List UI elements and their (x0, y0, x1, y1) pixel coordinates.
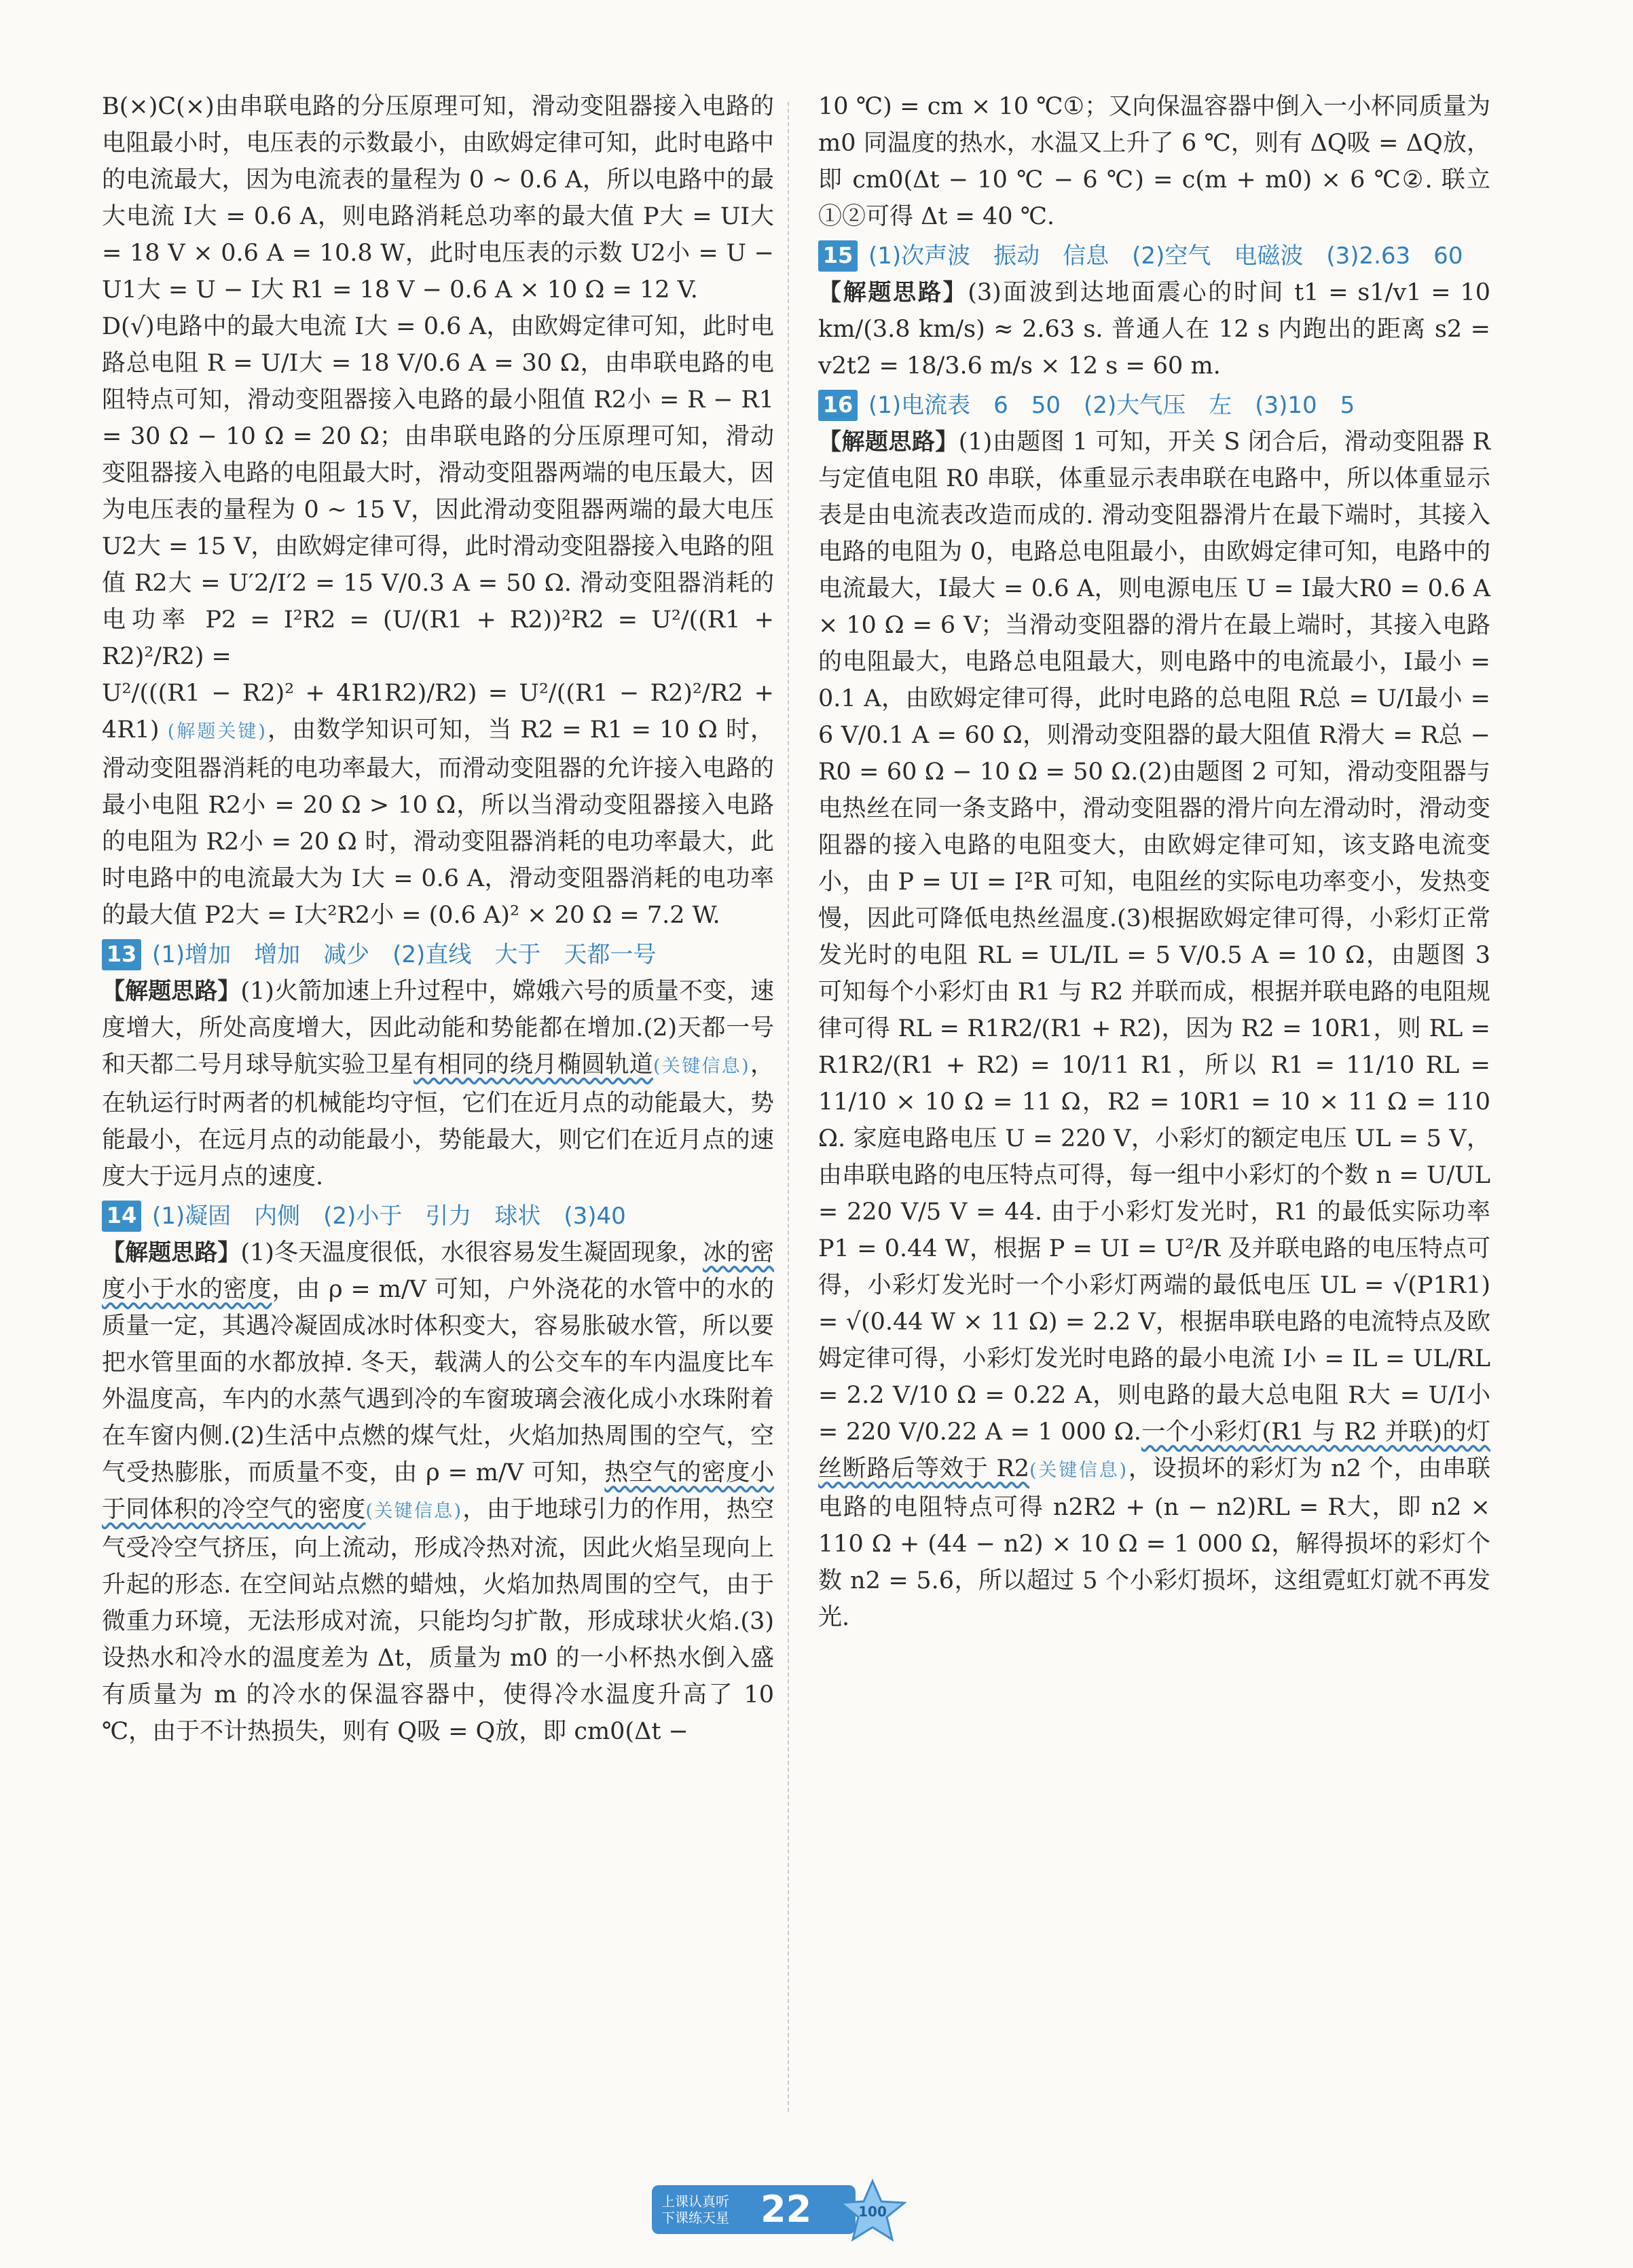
key-info-tag: (关键信息) (1029, 1460, 1129, 1481)
q14-continuation: 10 ℃) = cm × 10 ℃①；又向保温容器中倒入一小杯同质量为 m0 同温度的热水，水温又上升了 6 ℃，则有 ΔQ吸 = ΔQ放，即 cm0(Δt − 10 ℃ − 6 ℃) = c(m + m0) × 6 ℃②. 联立①②可得 Δt = 40 ℃. (818, 93, 1490, 230)
column-divider (788, 102, 789, 2112)
question-number-16: 16 (818, 390, 858, 421)
power-formula: U²/(((R1 − R2)² + 4R1R2)/R2) = U²/((R1 − R2)²/R2 + 4R1) (102, 680, 774, 744)
key-info-underline: 冰的密度小于水的密度 (102, 1239, 774, 1303)
key-tag: (解题关键) (167, 721, 267, 742)
solution-label: 【解题思路】 (102, 978, 241, 1005)
q16-answer (818, 387, 1490, 424)
solution-label: 【解题思路】 (818, 279, 968, 306)
q14-text-2: ，由 ρ = m/V 可知，户外浇花的水管中的水的质量一定，其遇冷凝固成冰时体积变大，容易胀破水管，所以要把水管里面的水都放掉. 冬天，载满人的公交车的车内温度比车外温度高，车内的水蒸气遇到冷的车窗玻璃会液化成小水珠附着在车窗内侧.(2)生活中点燃的煤气灶，火焰加热周围的空气，空气受热膨胀，而质量不变，由 ρ = m/V 可知， (102, 1276, 774, 1486)
footer-badge (652, 2185, 856, 2234)
slogan-line-1: 上课认真听 (661, 2193, 729, 2210)
right-column (818, 88, 1490, 1636)
q13-answer (102, 936, 774, 973)
q13-explanation (102, 973, 774, 1195)
page-number: 22 (760, 2188, 812, 2231)
footer-slogan (661, 2193, 756, 2226)
q13-text-2: ，在轨运行时两者的机械能均守恒，它们在近月点的动能最大，势能最小，在远月点的动能最小，势能最大，则它们在近月点的速度大于远月点的速度. (102, 1051, 774, 1190)
q12-option-bc: B(×)C(×)由串联电路的分压原理可知，滑动变阻器接入电路的电阻最小时，电压表的示数最小，由欧姆定律可知，此时电路中的电流最大，因为电流表的量程为 0 ~ 0.6 A，所以电路中的最大电流 I大 = 0.6 A，则电路消耗总功率的最大值 P大 = UI大 = 18 V × 0.6 A = 10.8 W，此时电压表的示数 U2小 = U − U1大 = U − I大 R1 = 18 V − 0.6 A × 10 Ω = 12 V. (102, 93, 774, 304)
q12-option-d: D(√)电路中的最大电流 I大 = 0.6 A，由欧姆定律可知，此时电路总电阻 R = U/I大 = 18 V/0.6 A = 30 Ω，由串联电路的电阻特点可知，滑动变阻器接入电路的最小阻值 R2小 = R − R1 = 30 Ω − 10 Ω = 20 Ω；由串联电路的分压原理可知，滑动变阻器接入电路的电阻最大时，滑动变阻器两端的电压最大，因为电压表的量程为 0 ~ 15 V，因此滑动变阻器两端的最大电压 U2大 = 15 V，由欧姆定律可得，此时滑动变阻器接入电路的阻值 R2大 = U′2/I′2 = 15 V/0.3 A = 50 Ω. 滑动变阻器消耗的电功率 P2 = I²R2 = (U/(R1 + R2))²R2 = U²/((R1 + R2)²/R2) = (102, 313, 774, 670)
q12-conclusion: ，由数学知识可知，当 R2 = R1 = 10 Ω 时，滑动变阻器消耗的电功率最大，而滑动变阻器的允许接入电路的最小电阻 R2小 = 20 Ω > 10 Ω，所以当滑动变阻器接入电路的电阻为 R2小 = 20 Ω 时，滑动变阻器消耗的电功率最大，此时电路中的电流最大为 I大 = 0.6 A，滑动变阻器消耗的电功率的最大值 P2大 = I大²R2小 = (0.6 A)² × 20 Ω = 7.2 W. (102, 716, 774, 929)
q16-explanation (818, 424, 1490, 1636)
q15-explanation (818, 274, 1490, 384)
q16-text-1: (1)由题图 1 可知，开关 S 闭合后，滑动变阻器 R 与定值电阻 R0 串联，体重显示表串联在电路中，所以体重显示表是由电流表改造而成的. 滑动变阻器滑片在最下端时，其接入电路的电阻为 0，电路总电阻最小，由欧姆定律可知，电路中的电流最大，I最大 = 0.6 A，则电源电压 U = I最大R0 = 0.6 A × 10 Ω = 6 V；当滑动变阻器的滑片在最上端时，其接入电路的电阻最大，电路总电阻最大，则电路中的电流最小，I最小 = 0.1 A，由欧姆定律可得，此时电路的总电阻 R总 = U/I最小 = 6 V/0.1 A = 60 Ω，则滑动变阻器的最大阻值 R滑大 = R总 − R0 = 60 Ω − 10 Ω = 50 Ω.(2)由题图 2 可知，滑动变阻器与电热丝在同一条支路中，滑动变阻器的滑片向左滑动时，滑动变阻器的接入电路的电阻变大，由欧姆定律可知，该支路电流变小，由 P = UI = I²R 可知，电阻丝的实际电功率变小，发热变慢，因此可降低电热丝温度.(3)根据欧姆定律可得，小彩灯正常发光时的电阻 RL = UL/IL = 5 V/0.5 A = 10 Ω，由题图 3 可知每个小彩灯由 R1 与 R2 并联而成，根据并联电路的电阻规律可得 RL = R1R2/(R1 + R2)，因为 R2 = 10R1，则 RL = R1R2/(R1 + R2) = 10/11 R1，所以 R1 = 11/10 RL = 11/10 × 10 Ω = 11 Ω，R2 = 10R1 = 10 × 11 Ω = 110 Ω. 家庭电路电压 U = 220 V，小彩灯的额定电压 UL = 5 V，由串联电路的电压特点可得，每一组中小彩灯的个数 n = U/UL = 220 V/5 V = 44. 由于小彩灯发光时，R1 的最低实际功率 P1 = 0.44 W，根据 P = UI = U²/R 及并联电路的电压特点可得，小彩灯发光时一个小彩灯两端的最低电压 UL = √(P1R1) = √(0.44 W × 11 Ω) = 2.2 V，根据串联电路的电流特点及欧姆定律可得，小彩灯发光时电路的最小电流 I小 = IL = UL/RL = 2.2 V/10 Ω = 0.22 A，则电路的最大总电阻 R大 = U/I小 = 220 V/0.22 A = 1 000 Ω. (818, 428, 1490, 1446)
solution-label: 【解题思路】 (102, 1239, 241, 1266)
q12-derivation (102, 675, 774, 934)
q16-text-2: ，设损坏的彩灯为 n2 个，由串联电路的电阻特点可得 n2R2 + (n − n2)RL = R大，即 n2 × 110 Ω + (44 − n2) × 10 Ω = 1 000 Ω，解得损坏的彩灯个数 n2 = 5.6，所以超过 5 个小彩灯损坏，这组霓虹灯就不再发光. (818, 1455, 1490, 1631)
question-number-13: 13 (102, 939, 141, 970)
key-info-underline: 有相同的绕月椭圆轨道 (413, 1051, 654, 1078)
solution-label: 【解题思路】 (818, 428, 959, 456)
star-mascot-icon (835, 2178, 910, 2244)
q15-text-1: (3)面波到达地面震心的时间 t1 = s1/v1 = 10 km/(3.8 km/s) ≈ 2.63 s. 普通人在 12 s 内跑出的距离 s2 = v2t2 = 18/3.6 m/s × 12 s = 60 m. (818, 279, 1491, 380)
q14-explanation (102, 1234, 774, 1750)
mascot-label: 100 (858, 2203, 887, 2220)
q16-answer-text: (1)电流表 6 50 (2)大气压 左 (3)10 5 (868, 392, 1355, 419)
left-column (102, 88, 774, 1750)
q14-answer (102, 1198, 774, 1234)
key-info-tag: (关键信息) (365, 1501, 462, 1522)
page-footer (652, 2178, 951, 2244)
q14-text-1: (1)冬天温度很低，水很容易发生凝固现象， (240, 1239, 703, 1266)
q15-answer-text: (1)次声波 振动 信息 (2)空气 电磁波 (3)2.63 60 (868, 242, 1463, 270)
question-number-15: 15 (818, 240, 858, 272)
q15-answer (818, 238, 1490, 274)
q14-text-3: ，由于地球引力的作用，热空气受冷空气挤压，向上流动，形成冷热对流，因此火焰呈现向上升起的形态. 在空间站点燃的蜡烛，火焰加热周围的空气，由于微重力环境，无法形成对流，只能均匀扩散，形成球状火焰.(3)设热水和冷水的温度差为 Δt，质量为 m0 的一小杯热水倒入盛有质量为 m 的冷水的保温容器中，使得冷水温度升高了 10 ℃，由于不计热损失，则有 Q吸 = Q放，即 cm0(Δt − (102, 1496, 774, 1745)
key-info-underline: 一个小彩灯(R1 与 R2 并联)的灯丝断路后等效于 R2 (818, 1419, 1490, 1482)
question-number-14: 14 (102, 1201, 141, 1232)
slogan-line-2: 下课练天星 (661, 2210, 729, 2226)
q13-text-1: (1)火箭加速上升过程中，嫦娥六号的质量不变，速度增大，所处高度增大，因此动能和势能都在增加.(2)天都一号和天都二号月球导航实验卫星 (102, 978, 774, 1078)
q14-answer-text: (1)凝固 内侧 (2)小于 引力 球状 (3)40 (152, 1203, 626, 1230)
q13-answer-text: (1)增加 增加 减少 (2)直线 大于 天都一号 (152, 941, 657, 968)
key-info-underline: 热空气的密度小于同体积的冷空气的密度 (102, 1459, 774, 1523)
key-info-tag: (关键信息) (653, 1056, 750, 1077)
